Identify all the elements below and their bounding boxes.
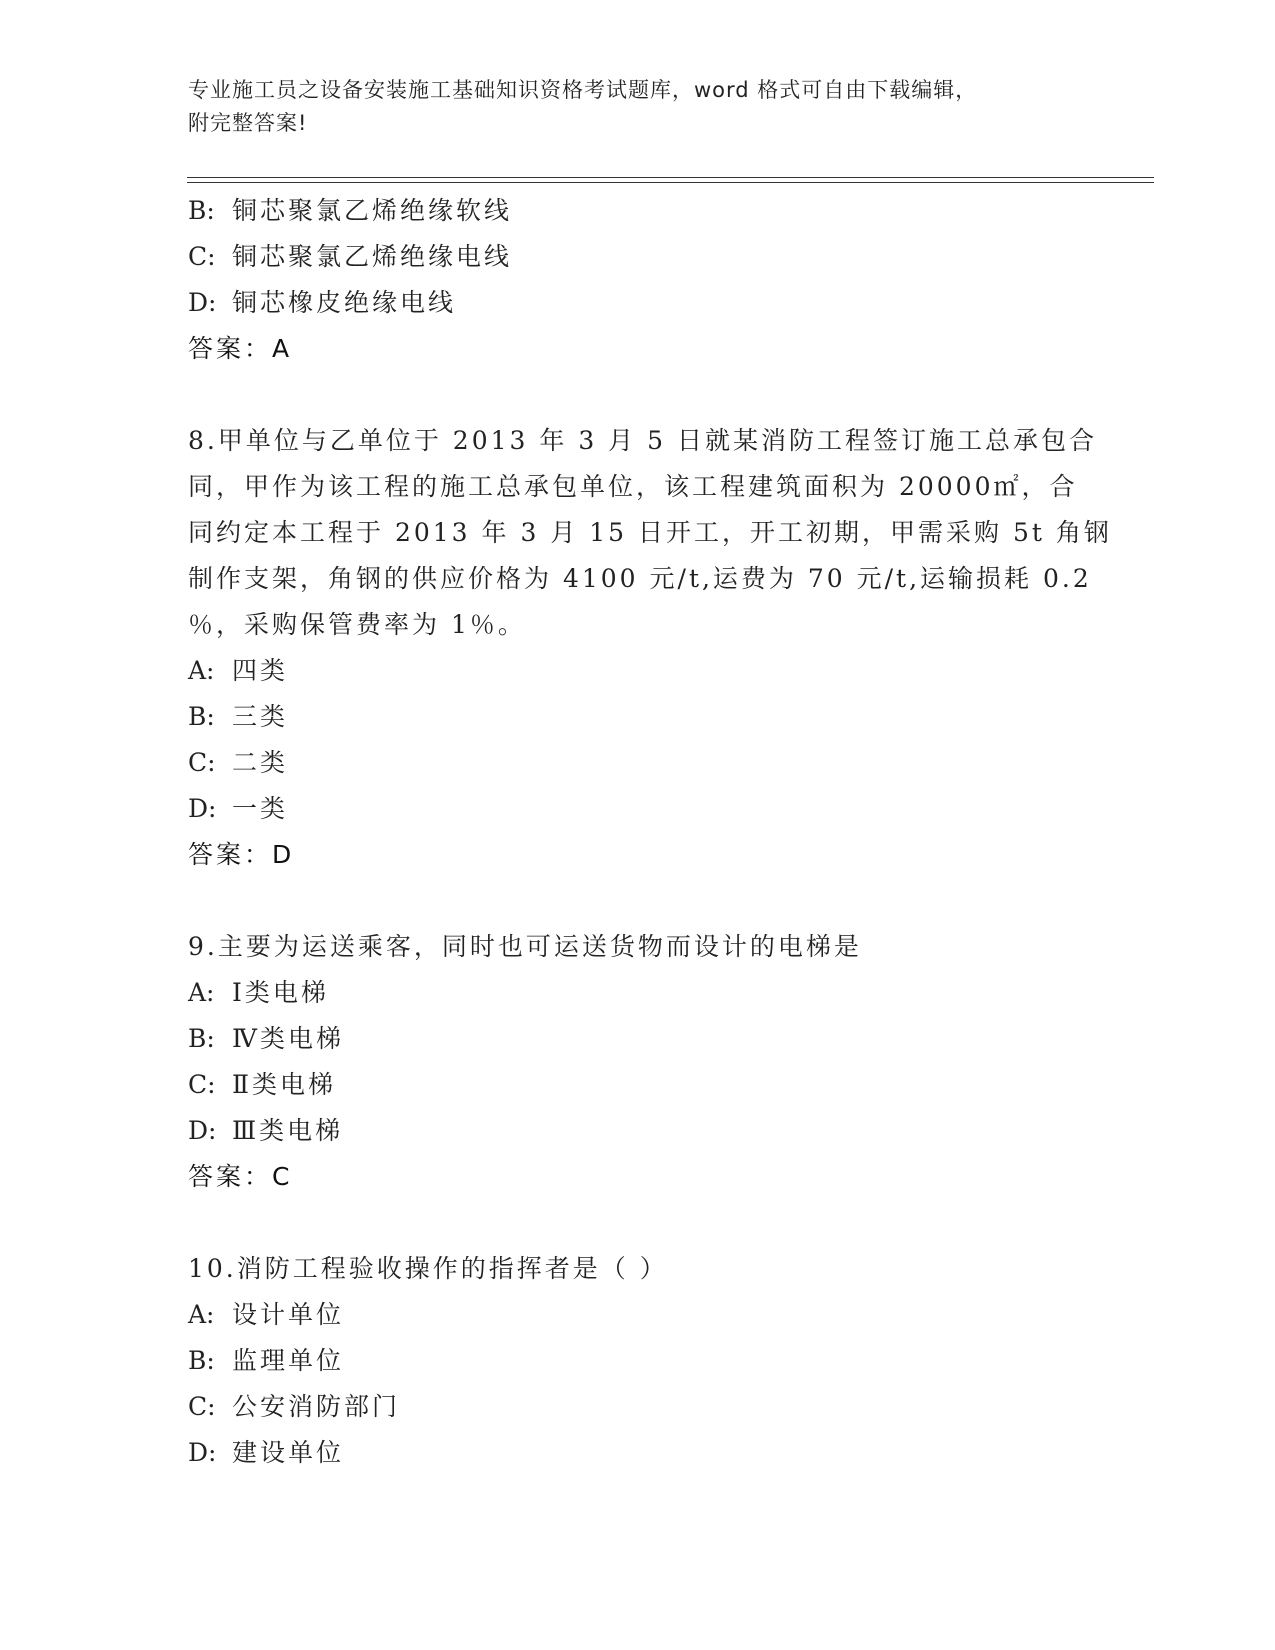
answer-label: 答案：A [188,334,293,363]
option-c: C: 公安消防部门 [188,1392,401,1421]
option-c: C: Ⅱ类电梯 [188,1070,336,1099]
spacer [188,878,1088,924]
option-b: B: 铜芯聚氯乙烯绝缘软线 [188,196,513,225]
spacer [188,372,1088,418]
option-c: C: 二类 [188,748,289,777]
question-stem-line: 9.主要为运送乘客，同时也可运送货物而设计的电梯是 [188,932,862,961]
option-b: B: 三类 [188,702,289,731]
question-8 [188,418,1112,878]
header-line-1: 专业施工员之设备安装施工基础知识资格考试题库，word 格式可自由下载编辑， [188,78,978,102]
answer-label: 答案：D [188,840,295,869]
question-9 [188,924,1088,1200]
option-a: A: 设计单位 [188,1300,345,1329]
option-b: B: 监理单位 [188,1346,345,1375]
question-stem-line: 8.甲单位与乙单位于 2013 年 3 月 5 日就某消防工程签订施工总承包合 [188,426,1097,455]
answer-label: 答案：C [188,1162,293,1191]
option-d: D: 铜芯橡皮绝缘电线 [188,288,457,317]
option-d: D: 建设单位 [188,1438,345,1467]
question-10 [188,1246,1088,1476]
header-line-2: 附完整答案! [188,111,308,135]
question-prev [188,188,1088,372]
option-b: B: Ⅳ类电梯 [188,1024,344,1053]
option-d: D: 一类 [188,794,289,823]
question-list [188,188,1112,1476]
question-stem-line: 10.消防工程验收操作的指挥者是（ ） [188,1254,668,1283]
option-a: A: 四类 [188,656,289,685]
document-header [188,74,1068,140]
header-divider-top [187,177,1154,178]
option-d: D: Ⅲ类电梯 [188,1116,344,1145]
question-stem-line: 同，甲作为该工程的施工总承包单位，该工程建筑面积为 20000㎡，合 [188,472,1078,501]
question-stem-line: 同约定本工程于 2013 年 3 月 15 日开工，开工初期，甲需采购 5t 角钢 [188,518,1112,547]
option-c: C: 铜芯聚氯乙烯绝缘电线 [188,242,513,271]
option-a: A: Ⅰ类电梯 [188,978,329,1007]
question-stem-line: 制作支架，角钢的供应价格为 4100 元/t,运费为 70 元/t,运输损耗 0.2 [188,564,1092,593]
question-stem-line: ％，采购保管费率为 1％。 [188,610,526,639]
header-divider-bottom [187,182,1154,183]
spacer [188,1200,1088,1246]
